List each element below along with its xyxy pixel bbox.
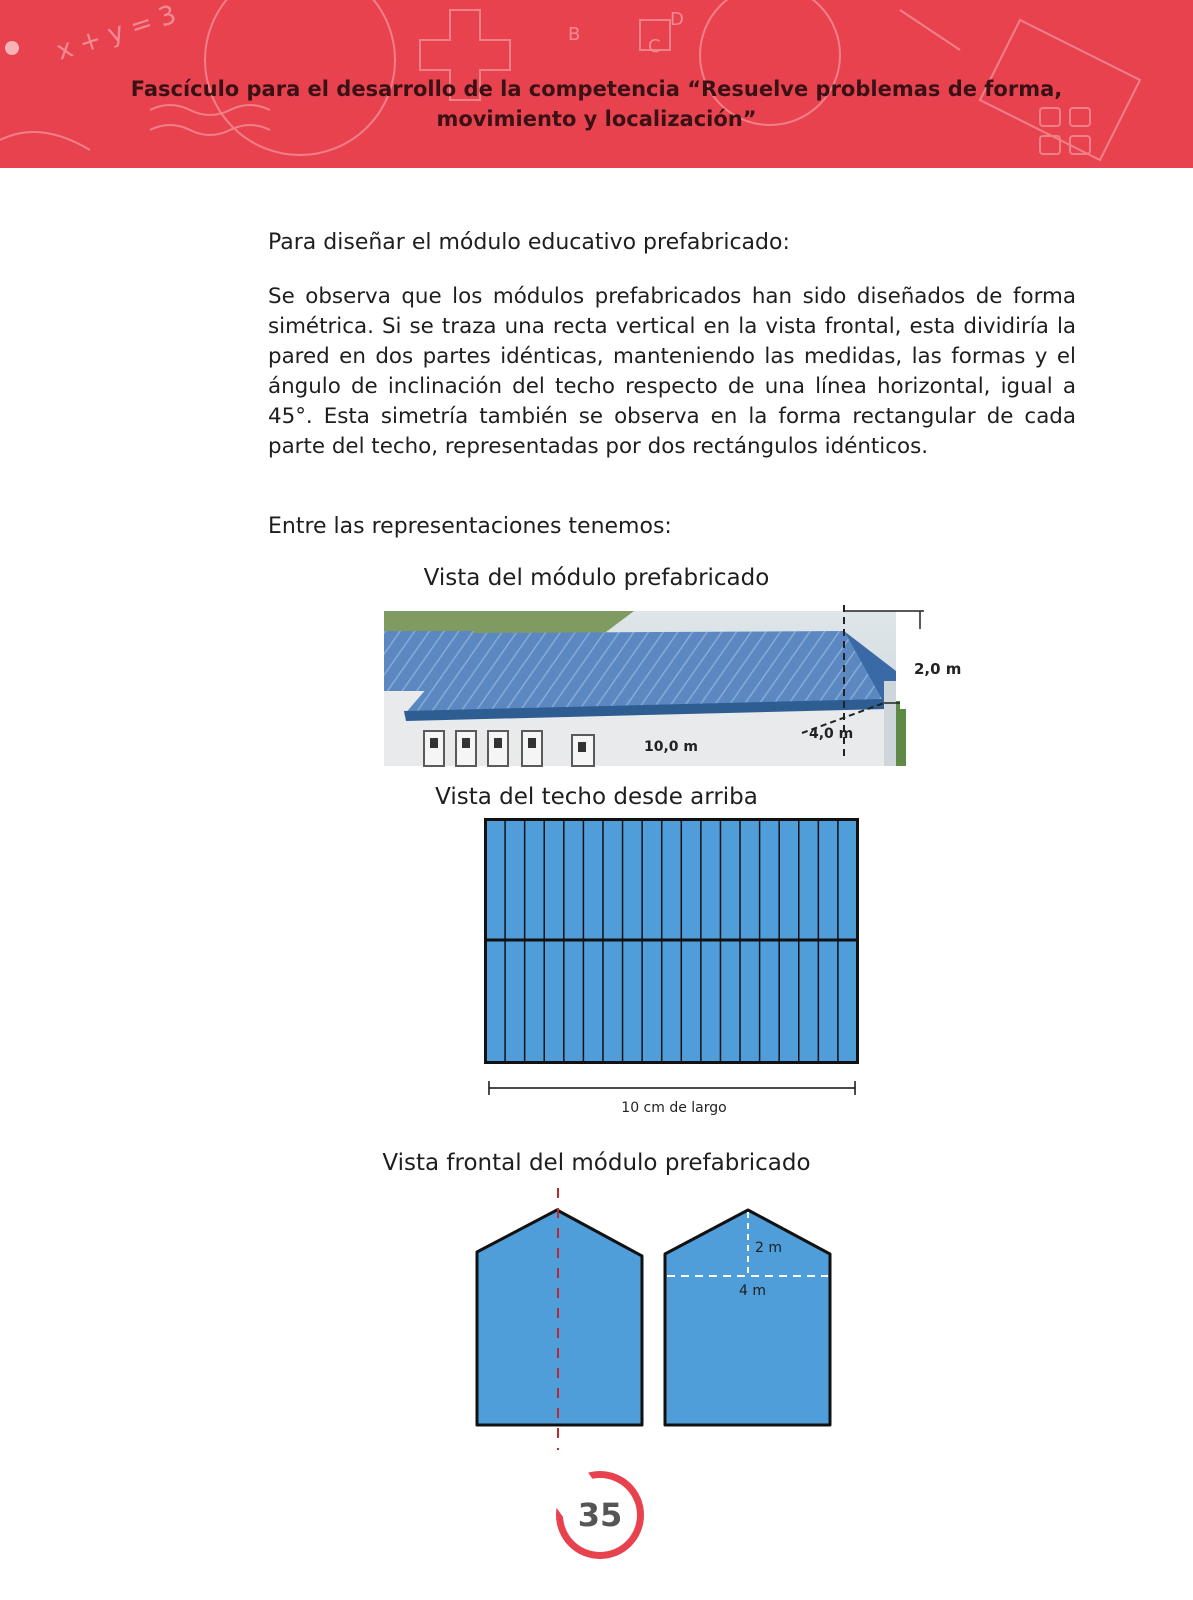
module-photo <box>384 611 944 766</box>
front-view-right-house <box>665 1210 830 1425</box>
document-title-line-1: Fascículo para el desarrollo de la competencia “Resuelve problemas de forma, <box>130 77 1063 101</box>
representations-lead: Entre las representaciones tenemos: <box>268 514 672 539</box>
front-label-width: 4 m <box>739 1283 766 1299</box>
photo-height-label: 2,0 m <box>914 660 962 678</box>
svg-text:C: C <box>648 36 661 57</box>
svg-text:B: B <box>568 24 581 45</box>
document-title <box>0 74 1193 134</box>
front-view-left-house <box>477 1210 642 1425</box>
document-title-line-2: movimiento y localización” <box>436 107 757 131</box>
front-caption: Vista frontal del módulo prefabricado <box>382 1150 811 1176</box>
roof-caption: Vista del techo desde arriba <box>435 784 758 810</box>
svg-text:x + y = 3: x + y = 3 <box>52 0 181 67</box>
roof-top-view <box>484 818 864 1108</box>
intro-text: Para diseñar el módulo educativo prefabricado: <box>268 230 790 255</box>
roof-dimension-label: 10 cm de largo <box>621 1100 727 1116</box>
photo-label-length: 10,0 m <box>644 739 699 755</box>
front-label-height: 2 m <box>755 1240 782 1256</box>
page-number: 35 <box>563 1478 637 1552</box>
front-view <box>475 1180 835 1450</box>
page-number-badge <box>556 1471 644 1559</box>
photo-caption: Vista del módulo prefabricado <box>423 565 770 591</box>
photo-label-width: 4,0 m <box>809 726 854 742</box>
symmetry-paragraph: Se observa que los módulos prefabricados han sido diseñados de forma simétrica. Si se traza una recta vertical en la vista frontal, esta dividiría la pared en dos partes idénticas, manteniendo las medidas, las formas y el ángulo de inclinación del techo respecto de una línea horizontal, igual a 45°. Esta simetría también se observa en la forma rectangular de cada parte del techo, representadas por dos rectángulos idénticos. <box>268 284 1076 459</box>
svg-text:D: D <box>670 9 684 30</box>
header-banner <box>0 0 1193 168</box>
